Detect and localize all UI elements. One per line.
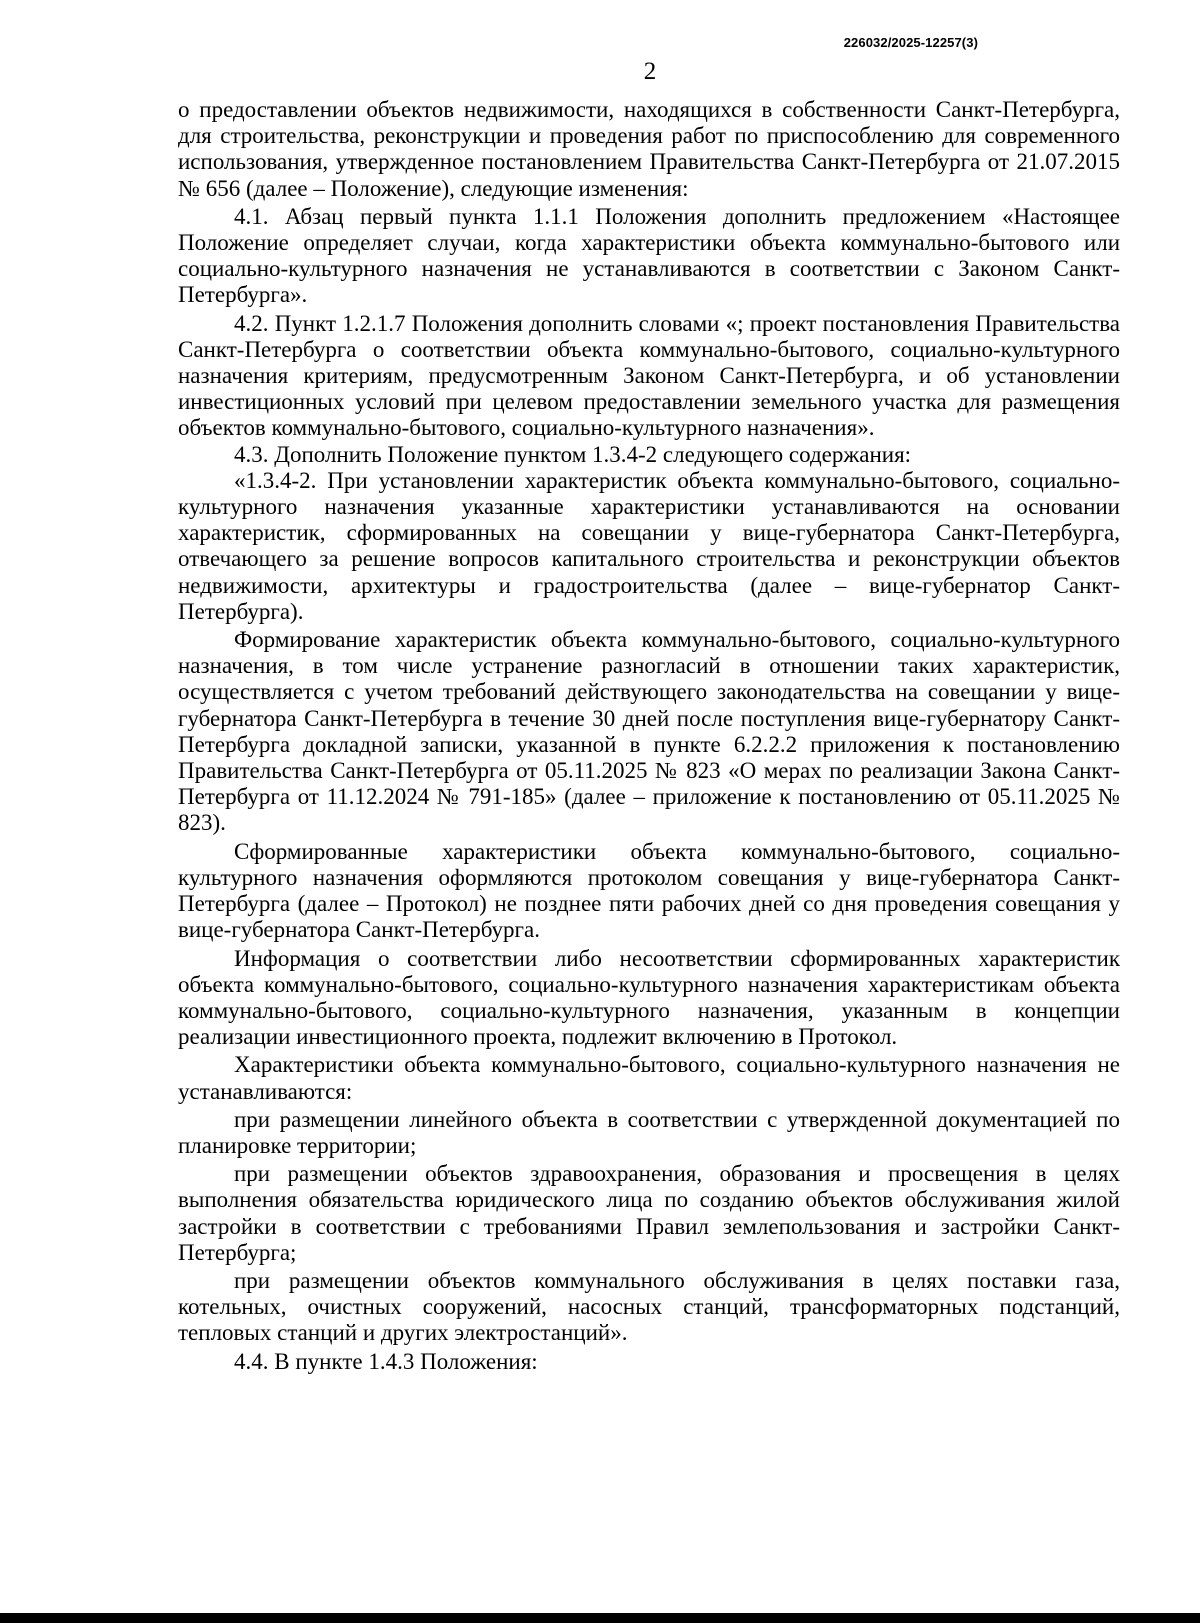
paragraph-4-3: 4.3. Дополнить Положение пунктом 1.3.4-2 следующего содержания: <box>234 441 912 467</box>
paragraph-utilities: при размещении объектов коммунального обслуживания в целях поставки газа, котельных, очистных сооружений, насосных станций, трансформаторных подстанций, тепловых станций и других электростанций». <box>178 1267 1120 1346</box>
paragraph-not-established: Характеристики объекта коммунально-бытового, социально-культурного назначения не устанавливаются: <box>178 1052 1120 1104</box>
paragraph-protocol: Сформированные характеристики объекта коммунально-бытового, социально-культурного назначения оформляются протоколом совещания у вице-губернатора Санкт-Петербурга (далее – Протокол) не позднее пяти рабочих дней со дня проведения совещания у вице-губернатора Санкт-Петербурга. <box>178 838 1120 943</box>
paragraph-healthcare: при размещении объектов здравоохранения, образования и просвещения в целях выполнения обязательства юридического лица по созданию объектов обслуживания жилой застройки в соответствии с требованиями Правил землепользования и застройки Санкт-Петербурга; <box>178 1161 1120 1265</box>
document-body <box>178 97 1120 1375</box>
bottom-scan-edge <box>0 1613 1200 1623</box>
paragraph-4-4: 4.4. В пункте 1.4.3 Положения: <box>234 1348 538 1374</box>
paragraph-information: Информация о соответствии либо несоответствии сформированных характеристик объекта коммунально-бытового, социально-культурного назначения характеристикам объекта коммунально-бытового, социально-культурного назначения, указанным в концепции реализации инвестиционного проекта, подлежит включению в Протокол. <box>178 945 1120 1050</box>
paragraph-formation: Формирование характеристик объекта коммунально-бытового, социально-культурного назначения, в том числе устранение разногласий в отношении таких характеристик, осуществляется с учетом требований действующего законодательства на совещании у вице-губернатора Санкт-Петербурга в течение 30 дней после поступления вице-губернатору Санкт-Петербурга докладной записки, указанной в пункте 6.2.2.2 приложения к постановлению Правительства Санкт-Петербурга от 05.11.2025 № 823 «О мерах по реализации Закона Санкт-Петербурга от 11.12.2024 № 791-185» (далее – приложение к постановлению от 05.11.2025 № 823). <box>178 627 1120 836</box>
paragraph-4-2: 4.2. Пункт 1.2.1.7 Положения дополнить словами «; проект постановления Правительства Санкт-Петербурга о соответствии объекта коммунально-бытового, социально-культурного назначения критериям, предусмотренным Законом Санкт-Петербурга, и об установлении инвестиционных условий при целевом предоставлении земельного участка для размещения объектов коммунально-бытового, социально-культурного назначения». <box>178 310 1120 441</box>
paragraph-1-3-4-2: «1.3.4-2. При установлении характеристик объекта коммунально-бытового, социально-культурного назначения указанные характеристики устанавливаются на основании характеристик, сформированных на совещании у вице-губернатора Санкт-Петербурга, отвечающего за решение вопросов капитального строительства и реконструкции объектов недвижимости, архитектуры и градостроительства (далее – вице-губернатор Санкт-Петербурга). <box>178 467 1120 624</box>
page-number: 2 <box>643 58 657 85</box>
paragraph-intro: о предоставлении объектов недвижимости, находящихся в собственности Санкт-Петербурга, для строительства, реконструкции и проведения работ по приспособлению для современного использования, утвержденное постановлением Правительства Санкт-Петербурга от 21.07.2015 № 656 (далее – Положение), следующие изменения: <box>178 97 1120 201</box>
paragraph-linear-object: при размещении линейного объекта в соответствии с утвержденной документацией по планировке территории; <box>178 1106 1120 1158</box>
document-number: 226032/2025-12257(3) <box>843 35 978 50</box>
paragraph-4-1: 4.1. Абзац первый пункта 1.1.1 Положения дополнить предложением «Настоящее Положение определяет случаи, когда характеристики объекта коммунально-бытового или социально-культурного назначения не устанавливаются в соответствии с Законом Санкт-Петербурга». <box>178 203 1120 308</box>
